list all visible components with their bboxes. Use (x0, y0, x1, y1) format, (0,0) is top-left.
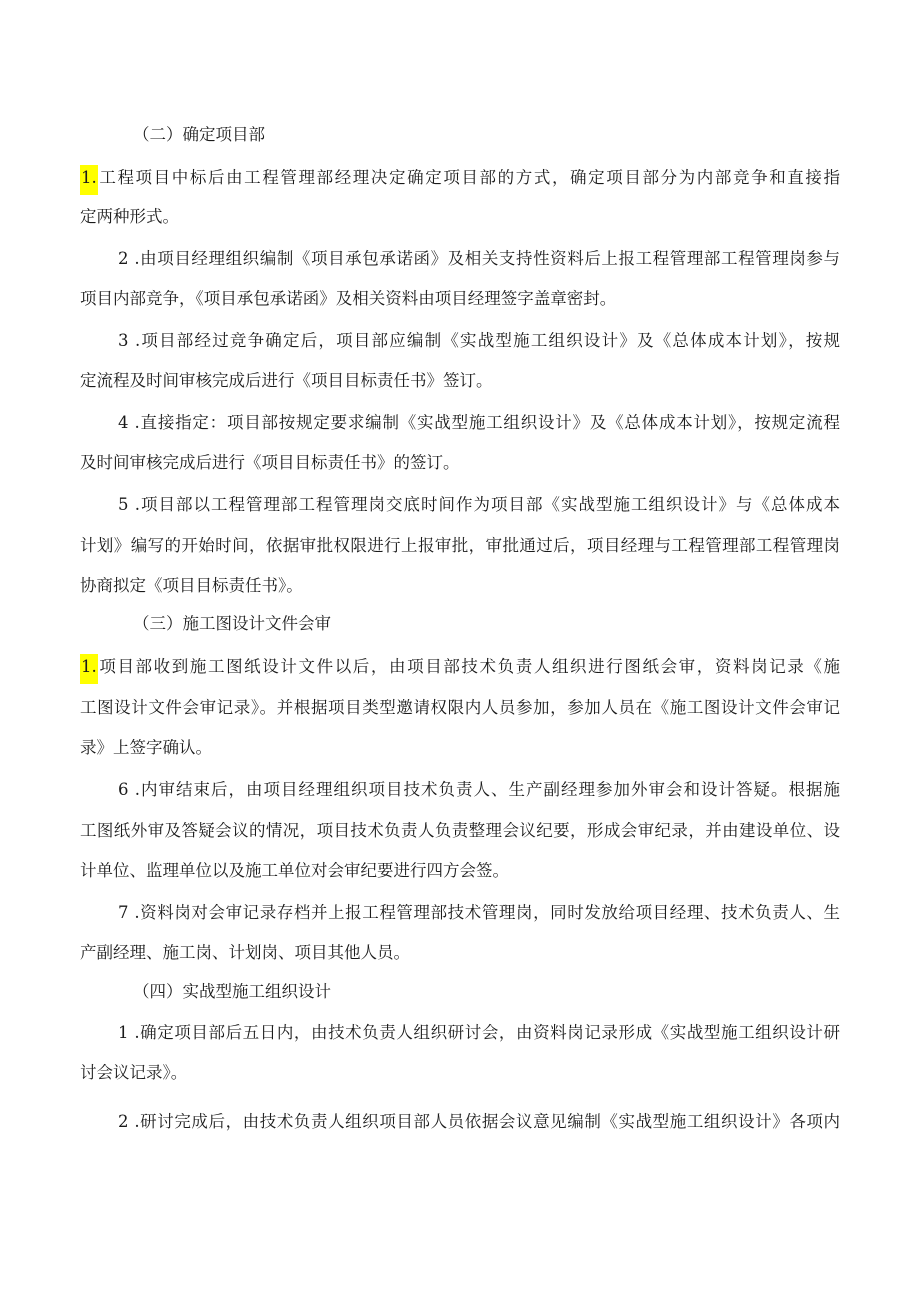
paragraph-line: 协商拟定《项目目标责任书》。 (80, 576, 303, 595)
paragraph-line: 2 .研讨完成后，由技术负责人组织项目部人员依据会议意见编制《实战型施工组织设计》各项内 (118, 1112, 840, 1131)
paragraph-line: 2 .由项目经理组织编制《项目承包承诺函》及相关支持性资料后上报工程管理部工程管理岗参与 (118, 249, 840, 268)
item-number: 1 (118, 1023, 129, 1042)
paragraph-line: 定两种形式。 (80, 207, 179, 226)
paragraph-line: 工图设计文件会审记录》。并根据项目类型邀请权限内人员参加，参加人员在《施工图设计文件会审记 (80, 698, 840, 717)
paragraph-line: 1.项目部收到施工图纸设计文件以后，由项目部技术负责人组织进行图纸会审，资料岗记录《施 (80, 656, 840, 684)
paragraph-line: 5 .项目部以工程管理部工程管理岗交底时间作为项目部《实战型施工组织设计》与《总体成本 (118, 495, 840, 514)
item-number: 4 (118, 413, 129, 432)
paragraph-line: 1.工程项目中标后由工程管理部经理决定确定项目部的方式，确定项目部分为内部竞争和直接指 (80, 167, 840, 195)
item-number: 5 (118, 495, 129, 514)
item-number: 3 (118, 331, 129, 350)
item-number: 2 (118, 249, 129, 268)
paragraph-line: 录》上签字确认。 (80, 738, 212, 757)
paragraph-line: 3 .项目部经过竞争确定后，项目部应编制《实战型施工组织设计》及《总体成本计划》，按规 (118, 331, 840, 350)
section-heading-4: （四）实战型施工组织设计 (133, 982, 331, 1001)
paragraph-line: 4 .直接指定：项目部按规定要求编制《实战型施工组织设计》及《总体成本计划》，按规定流程 (118, 413, 840, 432)
item-number: 7 (118, 903, 129, 922)
highlight-number: 1. (80, 654, 98, 684)
item-number: 6 (118, 780, 129, 799)
section-heading-2: （二）确定项目部 (133, 125, 265, 144)
paragraph-line: 项目内部竞争，《项目承包承诺函》及相关资料由项目经理签字盖章密封。 (80, 289, 617, 308)
paragraph-line: 计单位、监理单位以及施工单位对会审纪要进行四方会签。 (80, 861, 509, 880)
paragraph-line: 计划》编写的开始时间，依据审批权限进行上报审批，审批通过后，项目经理与工程管理部工程管理岗 (80, 536, 840, 555)
paragraph-line: 产副经理、施工岗、计划岗、项目其他人员。 (80, 943, 410, 962)
paragraph-line: 工图纸外审及答疑会议的情况，项目技术负责人负责整理会议纪要，形成会审纪录，并由建设单位、设 (80, 821, 840, 840)
paragraph-line: 定流程及时间审核完成后进行《项目目标责任书》签订。 (80, 371, 493, 390)
paragraph-line: 及时间审核完成后进行《项目目标责任书》的签订。 (80, 453, 460, 472)
paragraph-line: 1 .确定项目部后五日内，由技术负责人组织研讨会，由资料岗记录形成《实战型施工组织设计研 (118, 1023, 840, 1042)
paragraph-line: 讨会议记录》。 (80, 1063, 188, 1082)
item-number: 2 (118, 1112, 129, 1131)
paragraph-line: 6 .内审结束后，由项目经理组织项目技术负责人、生产副经理参加外审会和设计答疑。根据施 (118, 780, 840, 799)
section-heading-3: （三）施工图设计文件会审 (133, 614, 331, 633)
paragraph-line: 7 .资料岗对会审记录存档并上报工程管理部技术管理岗，同时发放给项目经理、技术负责人、生 (118, 903, 840, 922)
highlight-number: 1. (80, 165, 98, 195)
